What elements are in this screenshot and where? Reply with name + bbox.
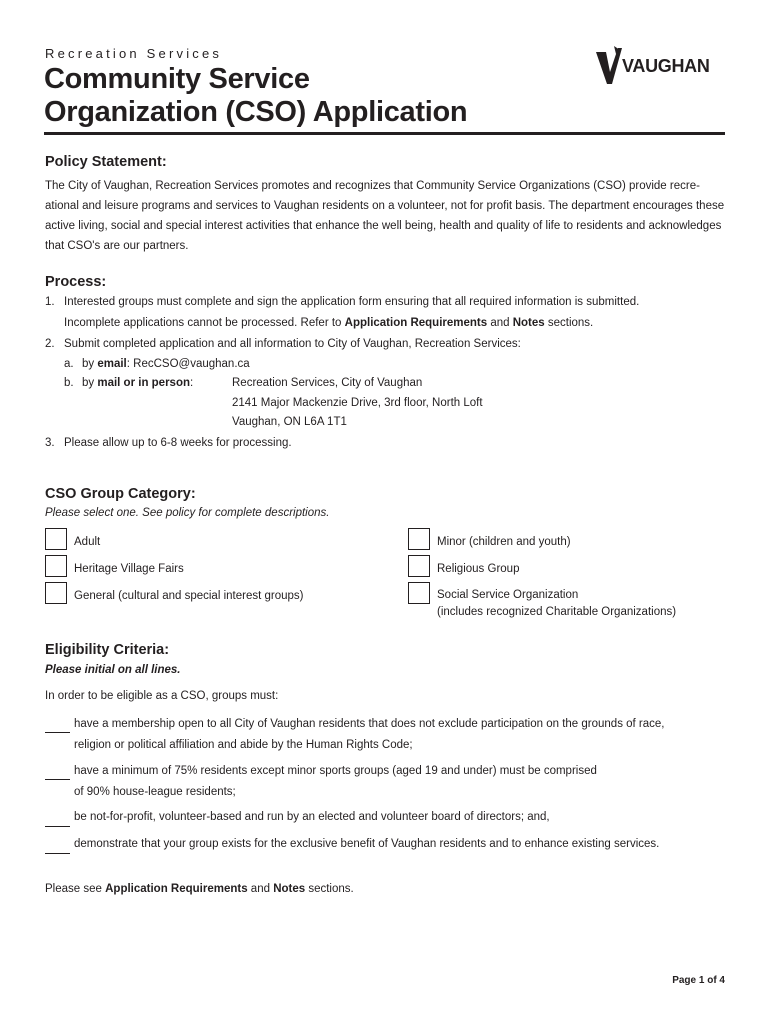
title-line-2: Organization (CSO) Application: [44, 96, 468, 128]
label-religious-group: Religious Group: [437, 563, 520, 575]
title-divider: [44, 132, 725, 135]
label-social-service-organization: Social Service Organization: [437, 589, 579, 601]
application-requirements-ref: Application Requirements: [344, 317, 488, 329]
email-address: : RecCSO@vaughan.ca: [126, 358, 250, 370]
process-item-1-line-2: Incomplete applications cannot be processed. Refer to Application Requirements and Notes sections.: [64, 317, 594, 329]
department-kicker: Recreation Services: [45, 46, 223, 61]
label-general: General (cultural and special interest groups): [74, 590, 304, 602]
process-item-2-number: 2.: [45, 338, 55, 350]
initial-line-2[interactable]: [45, 779, 70, 780]
page-number: Page 1 of 4: [672, 975, 725, 986]
label-minor: Minor (children and youth): [437, 536, 571, 548]
checkbox-general[interactable]: [45, 582, 67, 604]
initial-line-3[interactable]: [45, 826, 70, 827]
eligibility-subtitle: Please initial on all lines.: [45, 664, 181, 676]
process-item-2a-text: by email: RecCSO@vaughan.ca: [82, 358, 250, 370]
category-heading: CSO Group Category:: [45, 486, 196, 502]
process-item-2b-letter: b.: [64, 377, 74, 389]
process-item-2b-text: by mail or in person:: [82, 377, 194, 389]
checkbox-social-service-organization[interactable]: [408, 582, 430, 604]
criterion-3: be not-for-profit, volunteer-based and run by an elected and volunteer board of directors; and,: [74, 811, 550, 823]
address-line-2: 2141 Major Mackenzie Drive, 3rd floor, North Loft: [232, 397, 483, 409]
logo-wordmark: VAUGHAN: [622, 56, 710, 76]
vaughan-logo: [594, 46, 726, 88]
notes-ref: Notes: [512, 317, 545, 329]
process-heading: Process:: [45, 274, 107, 290]
label-adult: Adult: [74, 536, 101, 548]
eligibility-intro: In order to be eligible as a CSO, groups must:: [45, 690, 279, 702]
eligibility-footer-note: Please see Application Requirements and Notes sections.: [45, 883, 354, 895]
label-heritage-village-fairs: Heritage Village Fairs: [74, 563, 184, 575]
title-line-1: Community Service: [44, 63, 310, 95]
label-social-service-organization-note: (includes recognized Charitable Organizations): [437, 606, 677, 618]
checkbox-heritage-village-fairs[interactable]: [45, 555, 67, 577]
vaughan-logo-icon: [594, 46, 624, 88]
eligibility-heading: Eligibility Criteria:: [45, 642, 170, 658]
checkbox-minor[interactable]: [408, 528, 430, 550]
policy-heading: Policy Statement:: [45, 154, 167, 170]
initial-line-4[interactable]: [45, 853, 70, 854]
process-item-3-number: 3.: [45, 437, 55, 449]
address-line-3: Vaughan, ON L6A 1T1: [232, 416, 347, 428]
process-item-2a-letter: a.: [64, 358, 74, 370]
process-item-3-text: Please allow up to 6-8 weeks for processing.: [64, 437, 292, 449]
process-item-1-number: 1.: [45, 296, 55, 308]
initial-line-1[interactable]: [45, 732, 70, 733]
criterion-2: have a minimum of 75% residents except minor sports groups (aged 19 and under) must be comprised of 90% house-league residents;: [74, 765, 597, 798]
page-title: [44, 63, 467, 129]
policy-body: The City of Vaughan, Recreation Services promotes and recognizes that Community Service Organizations (CSO) provide recre-ational and leisure programs and services to Vaughan residents on a volunteer, not for profit basis. The department encourages these active living, social and special interest activities that enhance the well being, health and quality of life to residents and acknowledges that CSO's are our partners.: [45, 180, 725, 252]
checkbox-religious-group[interactable]: [408, 555, 430, 577]
criterion-4: demonstrate that your group exists for the exclusive benefit of Vaughan residents and to enhance existing services.: [74, 838, 660, 850]
address-line-1: Recreation Services, City of Vaughan: [232, 377, 423, 389]
category-subtitle: Please select one. See policy for complete descriptions.: [45, 507, 330, 519]
process-item-2-text: Submit completed application and all information to City of Vaughan, Recreation Services:: [64, 338, 521, 350]
process-item-1-line-1: Interested groups must complete and sign the application form ensuring that all required information is submitted.: [64, 296, 640, 308]
checkbox-adult[interactable]: [45, 528, 67, 550]
criterion-1: have a membership open to all City of Vaughan residents that does not exclude participation on the grounds of race, religion or political affiliation and abide by the Human Rights Code;: [74, 718, 665, 751]
